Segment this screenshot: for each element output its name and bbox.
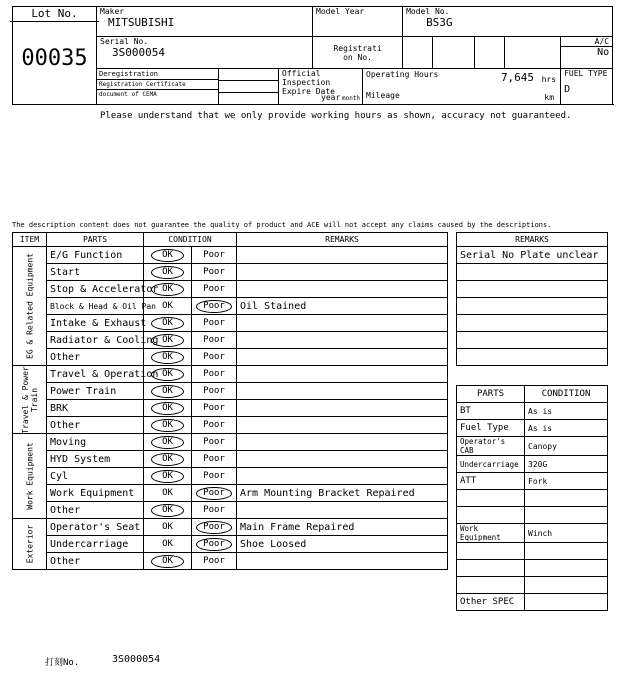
poor-cell	[192, 281, 237, 298]
spec-row	[457, 543, 608, 560]
remark-text	[237, 417, 448, 434]
condition-row	[13, 468, 448, 485]
operating-hours-value: 7,645	[500, 71, 535, 84]
poor-cell	[192, 434, 237, 451]
ok-mark: OK	[162, 539, 173, 549]
spec-value	[525, 490, 608, 507]
condition-row	[13, 298, 448, 315]
ok-circled-mark: OK	[151, 436, 184, 449]
ok-circled-mark: OK	[151, 419, 184, 432]
deregistration-cell	[97, 69, 219, 105]
lot-no-value: 00035	[21, 46, 88, 71]
serial-no-cell	[97, 37, 313, 69]
condition-row	[13, 349, 448, 366]
operating-hours-label: Operating Hours	[366, 70, 439, 79]
poor-cell	[192, 247, 237, 264]
poor-cell	[192, 400, 237, 417]
spec-part	[457, 507, 525, 524]
spec-part: Other SPEC	[457, 594, 525, 611]
part-name: Cyl	[47, 468, 144, 485]
part-name: HYD System	[47, 451, 144, 468]
lot-no-cell	[13, 7, 97, 105]
condition-row	[13, 553, 448, 570]
remark-text	[237, 349, 448, 366]
spec-row	[457, 577, 608, 594]
ok-circled-mark: OK	[151, 453, 184, 466]
ok-cell	[144, 332, 192, 349]
ok-cell	[144, 519, 192, 536]
item-group-label: EG & Related Equipment	[25, 253, 34, 359]
condition-row	[13, 417, 448, 434]
spec-parts-header: PARTS	[457, 386, 525, 403]
poor-circled-mark: Poor	[196, 300, 232, 313]
remark-text: Oil Stained	[237, 298, 448, 315]
ac-value: No	[597, 47, 610, 58]
ok-circled-mark: OK	[151, 470, 184, 483]
poor-mark: Poor	[203, 335, 225, 345]
inspection-label-1: Official Inspection	[282, 69, 331, 87]
ok-circled-mark: OK	[151, 266, 184, 279]
item-group-cell	[13, 434, 47, 519]
condition-row	[13, 519, 448, 536]
poor-cell	[192, 332, 237, 349]
remark-text	[237, 502, 448, 519]
spec-value	[525, 577, 608, 594]
part-name: Block & Head & Oil Pan	[47, 298, 144, 315]
poor-circled-mark: Poor	[196, 487, 232, 500]
parts-header: PARTS	[47, 233, 144, 247]
stamp-value: 3S000054	[112, 654, 161, 665]
remark-row	[457, 349, 608, 366]
ok-circled-mark: OK	[151, 368, 184, 381]
spec-row	[457, 507, 608, 524]
registration-label-2: on No.	[343, 52, 372, 62]
poor-mark: Poor	[203, 352, 225, 362]
part-name: BRK	[47, 400, 144, 417]
lot-no-label: Lot No.	[10, 7, 99, 22]
item-header: ITEM	[13, 233, 47, 247]
fuel-type-value: D	[564, 84, 571, 95]
condition-row	[13, 366, 448, 383]
fuel-type-label: FUEL TYPE	[564, 69, 608, 78]
remarks-header: REMARKS	[237, 233, 448, 247]
remark-text: Main Frame Repaired	[237, 519, 448, 536]
remark-text: Arm Mounting Bracket Repaired	[237, 485, 448, 502]
ok-circled-mark: OK	[151, 385, 184, 398]
poor-mark: Poor	[203, 318, 225, 328]
spec-value	[525, 560, 608, 577]
condition-row	[13, 332, 448, 349]
spec-row	[457, 560, 608, 577]
item-group-cell	[13, 247, 47, 366]
model-year-label: Model Year	[316, 7, 365, 16]
spec-part: Fuel Type	[457, 420, 525, 437]
remark-text	[237, 434, 448, 451]
poor-cell	[192, 264, 237, 281]
spec-part	[457, 543, 525, 560]
registration-cell	[313, 37, 403, 69]
ok-mark: OK	[162, 522, 173, 532]
poor-cell	[192, 536, 237, 553]
part-name: Start	[47, 264, 144, 281]
part-name: Power Train	[47, 383, 144, 400]
remark-text	[237, 247, 448, 264]
ok-cell	[144, 536, 192, 553]
mileage-label: Mileage	[366, 91, 400, 100]
part-name: Moving	[47, 434, 144, 451]
reg-box-1	[403, 37, 433, 69]
inspection-cell	[279, 69, 363, 105]
serial-no-value: 3S000054	[112, 46, 165, 59]
part-name: Operator's Seat	[47, 519, 144, 536]
spec-value	[525, 594, 608, 611]
poor-circled-mark: Poor	[196, 538, 232, 551]
spec-part	[457, 577, 525, 594]
spec-row	[457, 594, 608, 611]
remark-text: Shoe Loosed	[237, 536, 448, 553]
remark-text	[237, 332, 448, 349]
poor-cell	[192, 485, 237, 502]
condition-header: CONDITION	[144, 233, 237, 247]
ok-cell	[144, 383, 192, 400]
remarks-table	[456, 232, 608, 366]
ok-cell	[144, 281, 192, 298]
condition-row	[13, 536, 448, 553]
item-group-label: Exterior	[25, 524, 34, 564]
remark-text	[237, 281, 448, 298]
spec-value: As is	[525, 403, 608, 420]
model-no-label: Model No.	[406, 7, 450, 16]
month-label: month	[341, 95, 361, 102]
remark-text	[237, 315, 448, 332]
stamp-label: 打刻No.	[45, 658, 80, 668]
ok-cell	[144, 468, 192, 485]
condition-row	[13, 400, 448, 417]
ok-cell	[144, 400, 192, 417]
part-name: Other	[47, 417, 144, 434]
maker-value: MITSUBISHI	[108, 16, 175, 29]
ok-cell	[144, 502, 192, 519]
ok-circled-mark: OK	[151, 402, 184, 415]
ok-circled-mark: OK	[151, 334, 184, 347]
item-group-label: Work Equipment	[25, 442, 34, 510]
poor-cell	[192, 553, 237, 570]
ok-cell	[144, 417, 192, 434]
ok-circled-mark: OK	[151, 555, 184, 568]
fuel-type-cell	[561, 69, 613, 105]
remark-text	[237, 366, 448, 383]
item-group-cell	[13, 519, 47, 570]
poor-cell	[192, 366, 237, 383]
item-group-label: Travel & Power Train	[20, 365, 39, 434]
remark-text	[237, 553, 448, 570]
part-name: Other	[47, 349, 144, 366]
poor-mark: Poor	[203, 454, 225, 464]
ok-circled-mark: OK	[151, 351, 184, 364]
spec-row	[457, 490, 608, 507]
reg-box-3	[475, 37, 505, 69]
condition-row	[13, 315, 448, 332]
remark-row	[457, 264, 608, 281]
notice-text: Please understand that we only provide working hours as shown, accuracy not guaranteed.	[100, 111, 572, 121]
poor-mark: Poor	[203, 284, 225, 294]
part-name: Travel & Operation	[47, 366, 144, 383]
spec-row	[457, 524, 608, 543]
ok-cell	[144, 366, 192, 383]
poor-mark: Poor	[203, 505, 225, 515]
poor-mark: Poor	[203, 437, 225, 447]
ok-cell	[144, 315, 192, 332]
spec-row	[457, 403, 608, 420]
ok-cell	[144, 247, 192, 264]
condition-row	[13, 247, 448, 264]
condition-table	[12, 232, 448, 570]
remarks-table-header: REMARKS	[457, 233, 608, 247]
ok-cell	[144, 451, 192, 468]
poor-cell	[192, 383, 237, 400]
spec-condition-header: CONDITION	[525, 386, 608, 403]
model-year-cell	[313, 7, 403, 37]
poor-cell	[192, 298, 237, 315]
part-name: Radiator & Cooling	[47, 332, 144, 349]
poor-cell	[192, 349, 237, 366]
remark-row	[457, 298, 608, 315]
poor-cell	[192, 468, 237, 485]
hours-cell	[363, 69, 561, 105]
remark-text	[237, 468, 448, 485]
spec-value: 320G	[525, 456, 608, 473]
poor-cell	[192, 502, 237, 519]
condition-row	[13, 434, 448, 451]
condition-row	[13, 383, 448, 400]
inspection-label-2: Expire Date	[282, 87, 335, 96]
spec-row	[457, 437, 608, 456]
item-group-cell	[13, 366, 47, 434]
ac-cell	[561, 37, 613, 69]
part-name: Undercarriage	[47, 536, 144, 553]
ok-cell	[144, 485, 192, 502]
spec-value: As is	[525, 420, 608, 437]
condition-row	[13, 502, 448, 519]
maker-label: Maker	[100, 7, 125, 16]
ok-cell	[144, 434, 192, 451]
spec-value	[525, 543, 608, 560]
poor-cell	[192, 315, 237, 332]
poor-cell	[192, 417, 237, 434]
part-name: Intake & Exhaust	[47, 315, 144, 332]
reg-box-4	[505, 37, 561, 69]
maker-cell	[97, 7, 313, 37]
spec-row	[457, 456, 608, 473]
ac-label: A/C	[561, 37, 612, 47]
spec-value	[525, 507, 608, 524]
ok-mark: OK	[162, 488, 173, 498]
spec-part: Operator's CAB	[457, 437, 525, 456]
registration-certificate-label: Registration Certificate	[97, 80, 218, 90]
remark-row: Serial No Plate unclear	[457, 247, 608, 264]
ok-cell	[144, 349, 192, 366]
poor-mark: Poor	[203, 386, 225, 396]
ok-circled-mark: OK	[151, 504, 184, 517]
spec-part: Undercarriage	[457, 456, 525, 473]
spec-part	[457, 560, 525, 577]
ok-cell	[144, 553, 192, 570]
poor-circled-mark: Poor	[196, 521, 232, 534]
remark-text	[237, 451, 448, 468]
km-label: km	[544, 93, 555, 102]
cema-label: document of CEMA	[99, 91, 157, 98]
condition-row	[13, 264, 448, 281]
dereg-boxes	[219, 69, 279, 105]
spec-value: Winch	[525, 524, 608, 543]
poor-mark: Poor	[203, 420, 225, 430]
model-no-cell	[403, 7, 613, 37]
spec-value: Canopy	[525, 437, 608, 456]
remark-row	[457, 281, 608, 298]
spec-row	[457, 420, 608, 437]
remark-row	[457, 332, 608, 349]
spec-part: ATT	[457, 473, 525, 490]
condition-row	[13, 281, 448, 298]
poor-cell	[192, 451, 237, 468]
remark-row	[457, 315, 608, 332]
ok-circled-mark: OK	[151, 249, 184, 262]
part-name: Other	[47, 502, 144, 519]
spec-table	[456, 385, 608, 611]
poor-mark: Poor	[203, 403, 225, 413]
remark-text	[237, 400, 448, 417]
ok-circled-mark: OK	[151, 283, 184, 296]
model-no-value: BS3G	[426, 16, 453, 29]
spec-row	[457, 473, 608, 490]
registration-label-1: Registrati	[333, 43, 382, 53]
condition-row	[13, 451, 448, 468]
ok-cell	[144, 264, 192, 281]
year-label: year	[321, 93, 341, 102]
part-name: E/G Function	[47, 247, 144, 264]
part-name: Work Equipment	[47, 485, 144, 502]
poor-mark: Poor	[203, 471, 225, 481]
poor-mark: Poor	[203, 250, 225, 260]
poor-mark: Poor	[203, 556, 225, 566]
hrs-label: hrs	[541, 75, 557, 84]
deregistration-label: Deregistration	[97, 69, 218, 80]
spec-part	[457, 490, 525, 507]
disclaimer-text: The description content does not guarantee the quality of product and ACE will not accept any claims caused by the descriptions.	[12, 221, 552, 229]
ok-circled-mark: OK	[151, 317, 184, 330]
spec-part: BT	[457, 403, 525, 420]
remark-text	[237, 383, 448, 400]
part-name: Stop & Accelerator	[47, 281, 144, 298]
serial-no-label: Serial No.	[100, 37, 149, 46]
ok-mark: OK	[162, 301, 173, 311]
poor-mark: Poor	[203, 369, 225, 379]
header-table	[12, 6, 613, 105]
poor-mark: Poor	[203, 267, 225, 277]
spec-value: Fork	[525, 473, 608, 490]
spec-part: Work Equipment	[457, 524, 525, 543]
condition-row	[13, 485, 448, 502]
poor-cell	[192, 519, 237, 536]
reg-box-2	[433, 37, 475, 69]
part-name: Other	[47, 553, 144, 570]
remark-text	[237, 264, 448, 281]
